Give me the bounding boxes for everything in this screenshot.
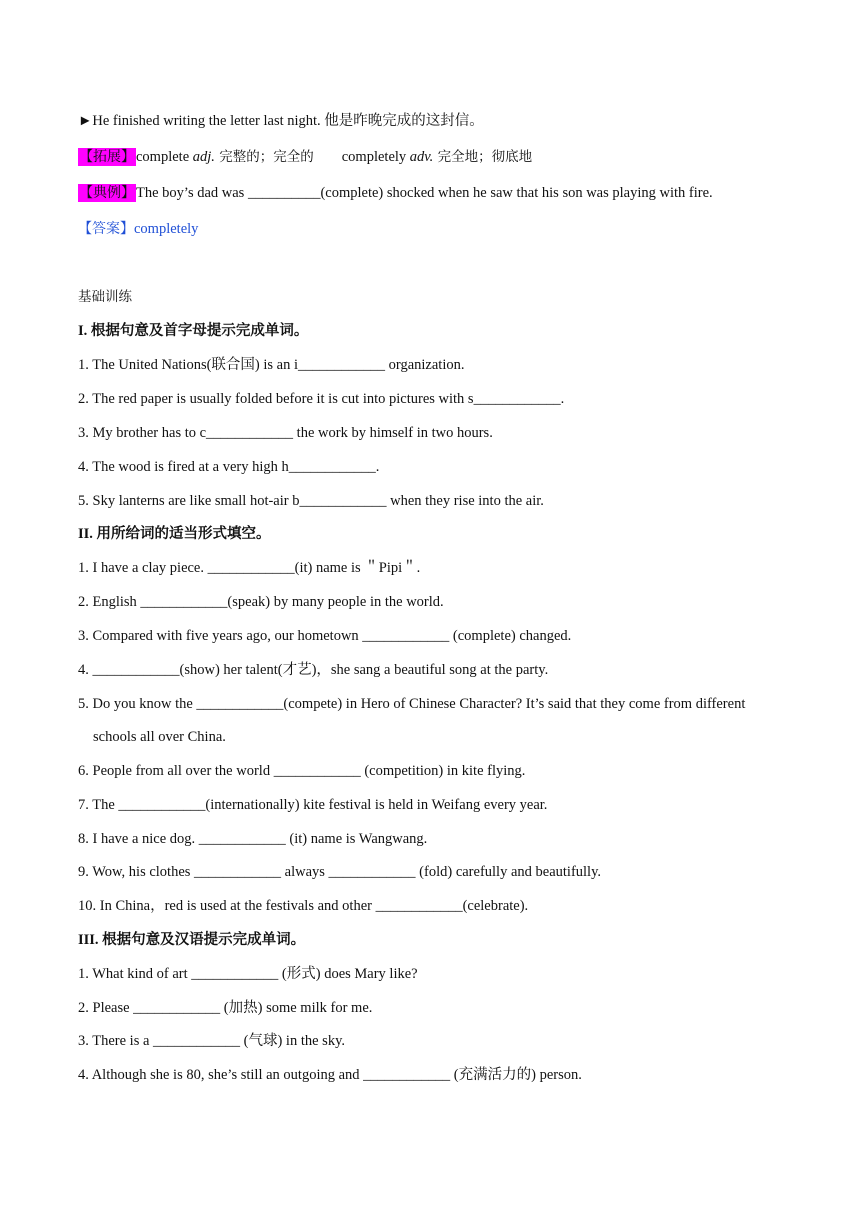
answer-line — [78, 219, 198, 239]
example-text: The boy’s dad was __________(complete) shocked when he saw that his son was playing with fire. — [136, 185, 713, 201]
list-item: 8. I have a nice dog. ____________ (it) name is Wangwang. — [78, 831, 428, 847]
answer-value: completely — [134, 221, 199, 237]
section2-heading: II. 用所给词的适当形式填空。 — [78, 526, 271, 542]
expand-line — [78, 147, 532, 167]
list-item: 1. What kind of art ____________ (形式) does Mary like? — [78, 966, 418, 982]
list-item: 2. The red paper is usually folded before it is cut into pictures with s____________. — [78, 391, 565, 407]
list-item: 5. Do you know the ____________(compete) in Hero of Chinese Character? It’s said that they come from different — [78, 696, 746, 712]
list-item: 4. ____________(show) her talent(才艺)，she sang a beautiful song at the party. — [78, 662, 549, 678]
section3-heading: III. 根据句意及汉语提示完成单词。 — [78, 932, 306, 948]
example-tag: 【典例】 — [79, 185, 135, 201]
expand-meaning-a: 完整的；完全的 — [214, 149, 314, 165]
section1-heading: I. 根据句意及首字母提示完成单词。 — [78, 323, 309, 339]
list-item: 3. Compared with five years ago, our hometown ____________ (complete) changed. — [78, 628, 572, 644]
answer-tag: 【答案】 — [78, 221, 134, 237]
expand-meaning-b: 完全地；彻底地 — [433, 149, 533, 165]
example-line — [78, 183, 713, 203]
list-item: 2. English ____________(speak) by many people in the world. — [78, 594, 444, 610]
list-item: 5. Sky lanterns are like small hot-air b____________ when they rise into the air. — [78, 493, 544, 509]
expand-word-b: completely — [341, 149, 410, 165]
list-item: 1. I have a clay piece. ____________(it) name is ＂Pipi＂. — [78, 560, 421, 576]
list-item: 2. Please ____________ (加热) some milk for me. — [78, 1000, 373, 1016]
list-item: 1. The United Nations(联合国) is an i____________ organization. — [78, 357, 465, 373]
list-item: 3. There is a ____________ (气球) in the sky. — [78, 1033, 346, 1049]
list-item: 3. My brother has to c____________ the work by himself in two hours. — [78, 425, 493, 441]
training-title: 基础训练 — [78, 289, 132, 305]
list-item: 4. Although she is 80, she’s still an outgoing and ____________ (充满活力的) person. — [78, 1067, 582, 1083]
expand-tag: 【拓展】 — [79, 149, 135, 165]
expand-word-a: complete — [136, 149, 193, 165]
list-item: 10. In China，red is used at the festivals and other ____________(celebrate). — [78, 898, 529, 914]
list-item: 9. Wow, his clothes ____________ always ____________ (fold) carefully and beautifully. — [78, 864, 602, 880]
list-item: 7. The ____________(internationally) kite festival is held in Weifang every year. — [78, 797, 548, 813]
expand-pos-a: adj. — [192, 149, 215, 165]
example-sentence: ►He finished writing the letter last night. 他是昨晚完成的这封信。 — [78, 113, 484, 129]
list-item: 6. People from all over the world ____________ (competition) in kite flying. — [78, 763, 526, 779]
list-item-continuation: schools all over China. — [93, 729, 226, 745]
expand-pos-b: adv. — [409, 149, 434, 165]
list-item: 4. The wood is fired at a very high h____________. — [78, 459, 380, 475]
